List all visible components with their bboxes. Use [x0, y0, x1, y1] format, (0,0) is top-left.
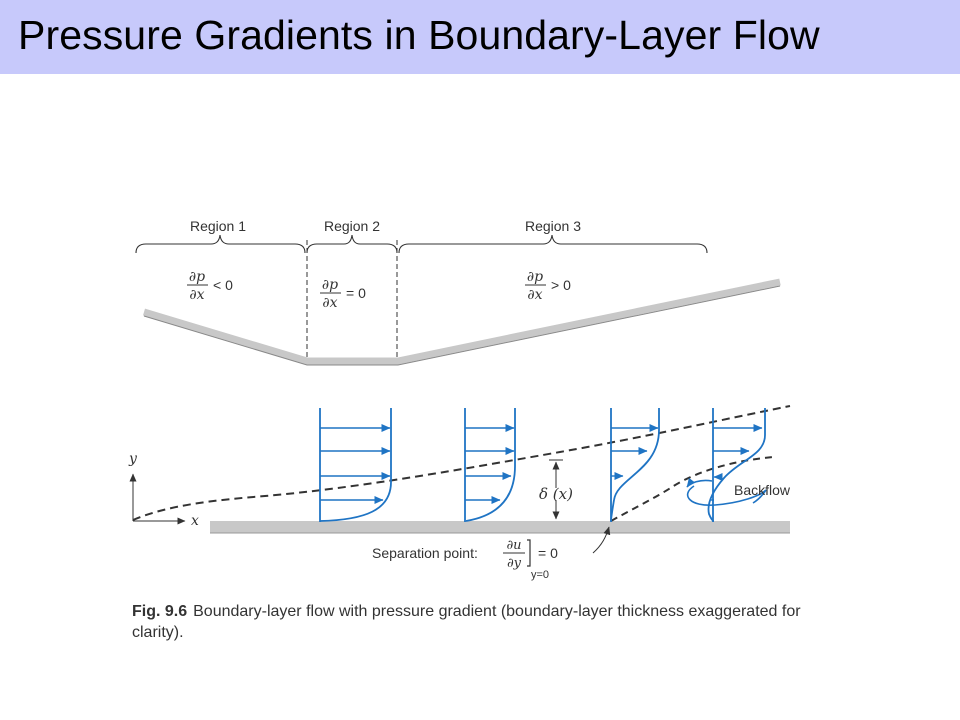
flat-plate — [210, 521, 790, 533]
backflow-label: Backflow — [734, 482, 791, 498]
caption-number: Fig. 9.6 — [132, 603, 188, 620]
region-3-label: Region 3 — [524, 218, 582, 234]
svg-text:∂u: ∂u — [506, 538, 522, 553]
separation-prefix: Separation point: — [372, 545, 478, 561]
boundary-layer-edge — [133, 406, 790, 520]
svg-text:y=0: y=0 — [531, 569, 550, 581]
svg-text:∂x: ∂x — [527, 287, 543, 303]
region-2-brace — [307, 235, 397, 253]
separation-point-equation — [372, 538, 558, 581]
thickness-label: δ (x) — [539, 485, 573, 503]
svg-text:∂x: ∂x — [189, 287, 205, 303]
region-1-label: Region 1 — [189, 218, 247, 234]
svg-text:= 0: = 0 — [346, 285, 366, 301]
thickness-dimension — [539, 460, 573, 519]
svg-text:= 0: = 0 — [538, 545, 558, 561]
region-3-brace — [399, 235, 707, 253]
svg-text:∂p: ∂p — [526, 269, 544, 285]
svg-text:∂p: ∂p — [321, 277, 339, 293]
channel-wall — [144, 282, 780, 361]
region-3-gradient — [525, 269, 571, 303]
svg-text:∂x: ∂x — [322, 295, 338, 311]
velocity-profile-3 — [611, 408, 659, 522]
region-2-label: Region 2 — [323, 218, 381, 234]
svg-text:> 0: > 0 — [551, 277, 571, 293]
region-2-gradient — [320, 277, 366, 311]
region-1-gradient — [187, 269, 233, 303]
velocity-profile-2 — [465, 408, 515, 522]
x-axis-label: x — [191, 513, 199, 529]
svg-text:< 0: < 0 — [213, 277, 233, 293]
region-1-brace — [136, 235, 305, 253]
velocity-profile-1 — [320, 408, 391, 522]
channel-wall-outline — [144, 286, 780, 365]
slide-title: Pressure Gradients in Boundary-Layer Flow — [18, 12, 820, 58]
caption-text: Boundary-layer flow with pressure gradient (boundary-layer thickness exaggerated for clarity). — [132, 603, 801, 641]
svg-text:∂p: ∂p — [188, 269, 206, 285]
y-axis-label: y — [129, 451, 137, 467]
svg-text:∂y: ∂y — [506, 556, 522, 571]
figure-caption — [132, 601, 812, 643]
